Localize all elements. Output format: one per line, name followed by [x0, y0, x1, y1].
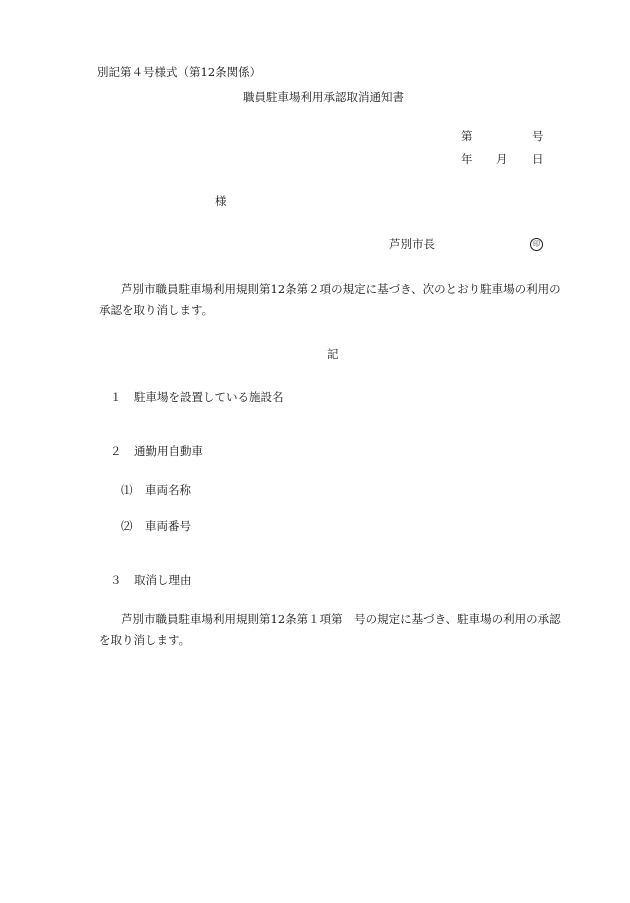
item-2-sub-1-label: 車両名称	[145, 483, 191, 497]
seal-mark: 印	[530, 238, 543, 251]
item-2-label: 通勤用自動車	[134, 444, 203, 458]
doc-number-dai: 第	[461, 129, 473, 143]
date-day: 日	[532, 152, 544, 166]
document-title: 職員駐車場利用承認取消通知書	[243, 90, 404, 104]
item-3-label: 取消し理由	[134, 573, 192, 587]
item-2-sub-2-number: ⑵	[121, 519, 133, 533]
item-2-sub-1-number: ⑴	[121, 483, 133, 497]
issuer-name: 芦別市長	[389, 237, 435, 251]
form-label: 別記第４号様式（第12条関係）	[97, 65, 262, 79]
date-year: 年	[461, 152, 473, 166]
item-3-number: ３	[110, 573, 122, 587]
intro-line-1: 芦別市職員駐車場利用規則第12条第２項の規定に基づき、次のとおり駐車場の利用の	[121, 282, 561, 296]
date-month: 月	[496, 152, 508, 166]
item-1-label: 駐車場を設置している施設名	[134, 390, 284, 404]
ki-heading: 記	[327, 347, 339, 361]
item-1-number: １	[110, 390, 122, 404]
intro-line-2: 承認を取り消します。	[99, 303, 214, 317]
item-2-sub-2-label: 車両番号	[145, 519, 191, 533]
item-2-number: ２	[110, 444, 122, 458]
doc-number-go: 号	[532, 129, 544, 143]
reason-line-1: 芦別市職員駐車場利用規則第12条第１項第 号の規定に基づき、駐車場の利用の承認	[121, 612, 561, 626]
addressee-suffix: 様	[215, 194, 227, 208]
reason-line-2: を取り消します。	[99, 633, 191, 647]
